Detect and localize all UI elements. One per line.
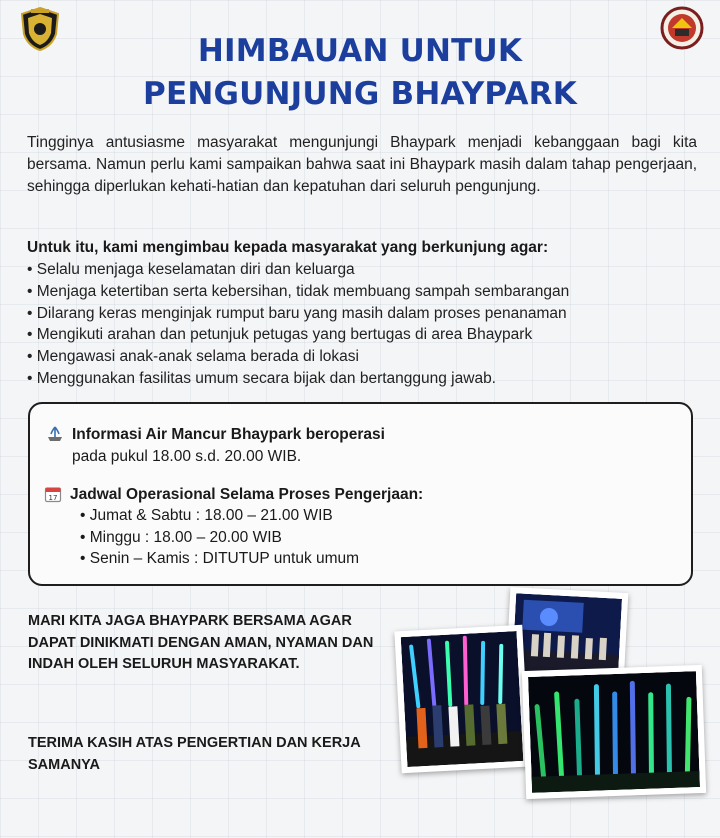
schedule-item: • Jumat & Sabtu : 18.00 – 21.00 WIB	[80, 505, 359, 527]
list-item: • Dilarang keras menginjak rumput baru yang masih dalam proses penanaman	[27, 303, 707, 325]
info-box	[28, 402, 693, 586]
schedule-item: • Senin – Kamis : DITUTUP untuk umum	[80, 548, 359, 570]
fountain-info-title: Informasi Air Mancur Bhaypark beroperasi	[72, 426, 385, 443]
list-item: • Menggunakan fasilitas umum secara bijak dan bertanggung jawab.	[27, 368, 707, 390]
fountain-info-time: pada pukul 18.00 s.d. 20.00 WIB.	[72, 448, 302, 465]
schedule-list	[80, 505, 359, 570]
list-item: • Mengikuti arahan dan petunjuk petugas yang bertugas di area Bhaypark	[27, 324, 707, 346]
intro-paragraph: Tingginya antusiasme masyarakat mengunjungi Bhaypark menjadi kebanggaan bagi kita bersama. Namun perlu kami sampaikan bahwa saat ini Bhaypark masih dalam tahap pengerjaan, sehingga diperlukan kehati-hatian dan kepatuhan dari seluruh pengunjung.	[27, 134, 697, 195]
appeal-heading: Untuk itu, kami mengimbau kepada masyarakat yang berkunjung agar:	[27, 239, 549, 256]
fountain-icon	[46, 425, 64, 443]
thanks-message: TERIMA KASIH ATAS PENGERTIAN DAN KERJA SAMANYA	[28, 735, 361, 773]
title-line-1: HIMBAUAN UNTUK	[197, 33, 523, 69]
appeal-list	[27, 259, 707, 390]
event-photo-officials	[394, 625, 529, 774]
fountain-photo-night	[522, 665, 706, 799]
calendar-icon	[44, 485, 62, 503]
page-title	[0, 30, 720, 116]
schedule-item: • Minggu : 18.00 – 20.00 WIB	[80, 527, 359, 549]
svg-text:17: 17	[48, 494, 58, 502]
closing-message: MARI KITA JAGA BHAYPARK BERSAMA AGAR DAPAT DINIKMATI DENGAN AMAN, NYAMAN DAN INDAH OLEH SELURUH MASYARAKAT.	[28, 613, 374, 672]
schedule-title: Jadwal Operasional Selama Proses Pengerjaan:	[70, 486, 424, 503]
list-item: • Selalu menjaga keselamatan diri dan keluarga	[27, 259, 707, 281]
title-line-2: PENGUNJUNG BHAYPARK	[143, 76, 577, 112]
list-item: • Menjaga ketertiban serta kebersihan, tidak membuang sampah sembarangan	[27, 281, 707, 303]
list-item: • Mengawasi anak-anak selama berada di lokasi	[27, 346, 707, 368]
